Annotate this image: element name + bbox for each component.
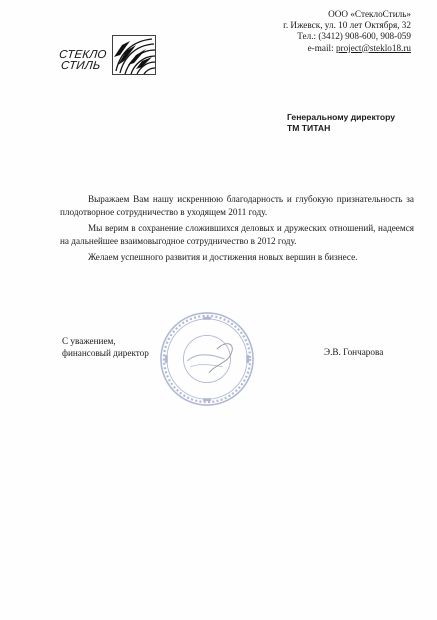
company-email-line [283, 43, 411, 54]
signer-position: финансовый директор [62, 347, 149, 358]
email-label: e-mail: [307, 42, 336, 53]
company-street: г. Ижевск, ул. 10 лет Октября, 32 [283, 20, 411, 31]
body-paragraph-1: Выражаем Вам нашу искреннюю благодарность и глубокую признательность за плодотворное сотрудничество в уходящем 2011 году. [60, 194, 414, 217]
closing-block [62, 336, 149, 359]
addressee-company: ТМ ТИТАН [287, 123, 331, 133]
body-paragraph-2: Мы верим в сохранение сложившихся деловых и дружеских отношений, надеемся на дальнейшее взаимовыгодное сотрудничество в 2012 году. [60, 223, 414, 246]
signer-name: Э.В. Гончарова [324, 347, 384, 357]
company-logo [58, 27, 156, 75]
addressee-title: Генеральному директору [287, 112, 396, 122]
company-name: ООО «СтеклоСтиль» [328, 9, 411, 19]
company-address-block [283, 9, 411, 54]
letter-body [60, 193, 414, 268]
addressee-block [287, 112, 395, 134]
logo-line-1: СТЕКЛО [58, 49, 108, 61]
glass-sphere-logo-icon [112, 35, 156, 75]
closing-regards: С уважением, [62, 336, 116, 346]
company-stamp-icon [158, 310, 256, 408]
body-paragraph-3: Желаем успешного развития и достижения новых вершин в бизнесе. [88, 252, 358, 263]
email-link[interactable]: project@steklo18.ru [335, 42, 411, 53]
logo-line-2: СТИЛЬ [60, 60, 102, 72]
company-phone: Тел.: (3412) 908-600, 908-059 [297, 31, 411, 42]
